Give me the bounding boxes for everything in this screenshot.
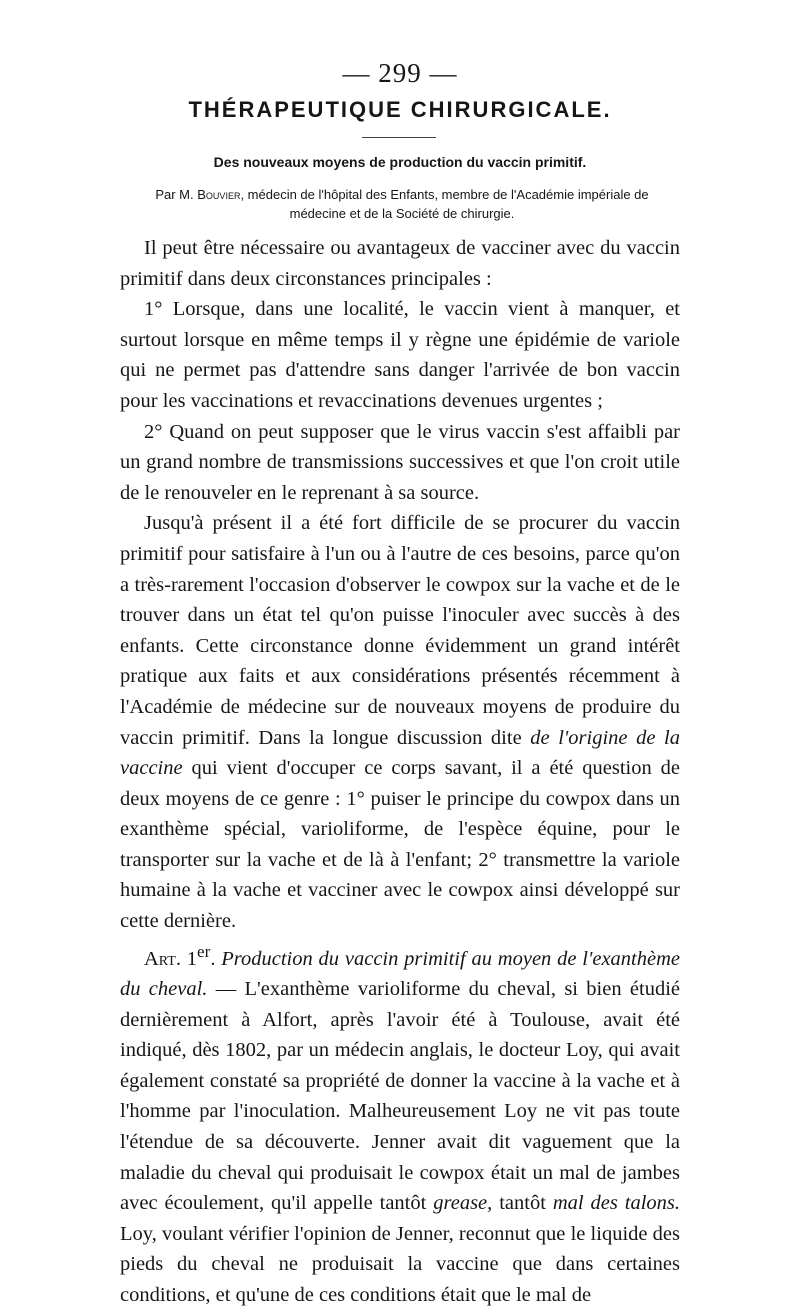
- article-body: [120, 233, 680, 1311]
- title-rule: [362, 137, 436, 138]
- paragraph-case-2: 2° Quand on peut supposer que le virus vaccin s'est affaibli par un grand nombre de transmissions successives et que l'on croit utile de le renouveler en le reprenant à sa source.: [120, 420, 680, 504]
- article-label-sep: .: [210, 947, 222, 970]
- byline-details: , médecin de l'hôpital des Enfants, membre de l'Académie impériale de médecine et de la Société de chirurgie.: [240, 187, 649, 221]
- text-segment: tantôt: [492, 1192, 553, 1215]
- page-number: — 299 —: [342, 58, 458, 88]
- article-label-sup: er: [197, 941, 211, 961]
- italic-phrase: de l'origine de la vaccine: [120, 726, 680, 780]
- paragraph-intro: Il peut être nécessaire ou avantageux de vacciner avec du vaccin primitif dans deux circonstances principales :: [120, 237, 680, 290]
- article-label: Art. 1: [144, 947, 198, 970]
- article-title: Des nouveaux moyens de production du vaccin primitif.: [213, 154, 587, 170]
- paragraph-discussion: [120, 508, 680, 936]
- paragraph-article-1: [120, 937, 680, 1311]
- byline-prefix: Par M.: [155, 187, 194, 202]
- section-title: THÉRAPEUTIQUE CHIRURGICALE.: [188, 97, 612, 122]
- text-segment: Loy, voulant vérifier l'opinion de Jenner, reconnut que le liquide des pieds du cheval ne produisait la vaccine que dans certaines conditions, et qu'une de ces conditions était que le mal de: [120, 1222, 680, 1307]
- text-segment: — L'exanthème varioliforme du cheval, si bien étudié dernièrement à Alfort, après l'avoir été à Toulouse, avait été indiqué, dès 1802, par un médecin anglais, le docteur Loy, qui avait également constaté sa propriété de donner la vaccine à la vache et à l'homme par l'inoculation. Malheureusement Loy ne vit pas toute l'étendue de sa découverte. Jenner avait dit vaguement que la maladie du cheval qui produisait le cowpox était un mal de jambes avec écoulement, qu'il appelle tantôt: [120, 978, 680, 1215]
- text-segment: qui vient d'occuper ce corps savant, il a été question de deux moyens de ce genre : 1° puiser le principe du cowpox dans un exanthème spécial, varioliforme, de l'espèce équine, pour le transporter sur la vache et de là à l'enfant; 2° transmettre la variole humaine à la vache et vacciner avec le cowpox ainsi développé sur cette dernière.: [120, 757, 680, 933]
- paragraph-case-1: 1° Lorsque, dans une localité, le vaccin vient à manquer, et surtout lorsque en même temps il y règne une épidémie de variole qui ne permet pas d'attendre sans danger l'arrivée de bon vaccin pour les vaccinations et revaccinations devenues urgentes ;: [120, 298, 680, 412]
- article-heading: Production du vaccin primitif au moyen de l'exanthème du cheval.: [120, 947, 680, 1001]
- italic-term-grease: grease,: [433, 1192, 493, 1215]
- italic-term-mal-des-talons: mal des talons.: [552, 1192, 680, 1215]
- byline-author: Bouvier: [197, 187, 241, 202]
- text-segment: Jusqu'à présent il a été fort difficile de se procurer du vaccin primitif pour satisfaire à l'un ou à l'autre de ces besoins, parce qu'on a très-rarement l'occasion d'observer le cowpox sur la vache et de le trouver dans un état tel qu'on puisse l'inoculer avec succès à des enfants. Cette circonstance donne évidemment un grand intérêt pratique aux faits et aux considérations présentés récemment à l'Académie de médecine sur de nouveaux moyens de produire du vaccin primitif. Dans la longue discussion dite: [120, 512, 680, 749]
- byline: [137, 185, 667, 223]
